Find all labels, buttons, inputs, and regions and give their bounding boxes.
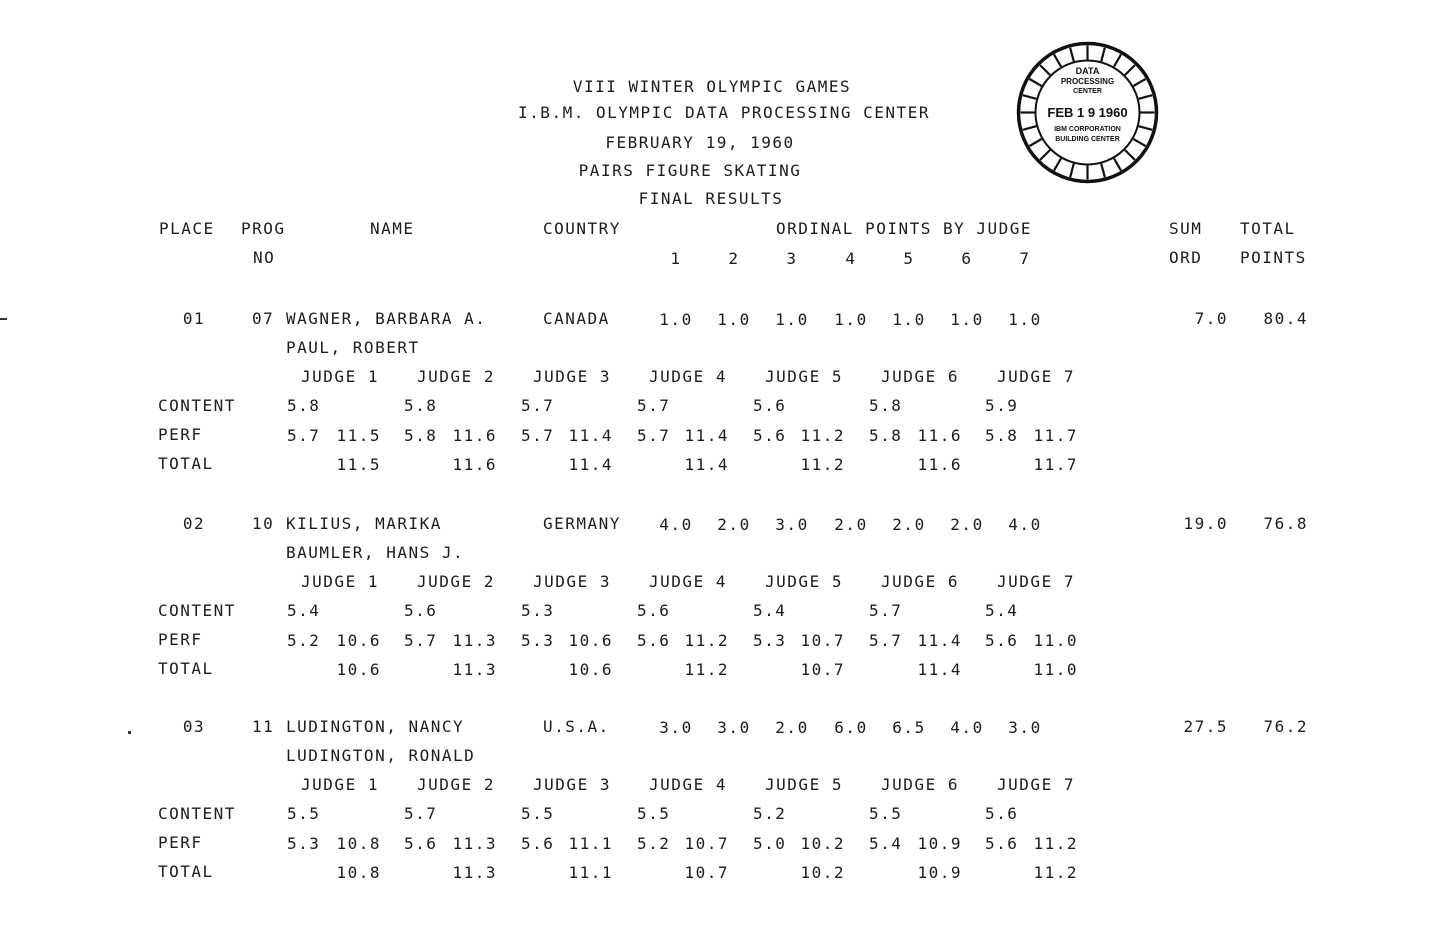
content-score: 5.6 <box>637 601 671 620</box>
entry-name-2: BAUMLER, HANS J. <box>286 543 465 562</box>
stamp-tick <box>1133 79 1145 86</box>
content-score: 5.5 <box>521 804 555 823</box>
judge-total: 11.3 <box>452 660 497 679</box>
stamp-tick <box>1101 48 1105 62</box>
ordinal-judge-7: 4.0 <box>1008 515 1042 534</box>
stamp-text-3: CENTER <box>1073 88 1102 95</box>
stamp-text-2: PROCESSING <box>1060 77 1115 86</box>
stamp-tick <box>1054 158 1061 170</box>
perf-score: 5.6 <box>404 834 438 853</box>
perf-running-total: 11.6 <box>452 426 497 445</box>
judge-header-2: JUDGE 2 <box>417 572 495 591</box>
perf-score: 5.4 <box>869 834 903 853</box>
entry-sum-ord: 27.5 <box>1183 717 1228 736</box>
entry-name-1: WAGNER, BARBARA A. <box>286 309 487 328</box>
content-score: 5.4 <box>985 601 1019 620</box>
judge-total: 10.8 <box>336 863 381 882</box>
perf-running-total: 11.4 <box>568 426 613 445</box>
ordinal-judge-4: 6.0 <box>834 718 868 737</box>
entry-total-points: 76.2 <box>1263 717 1308 736</box>
content-score: 5.8 <box>404 396 438 415</box>
ordinal-judge-3: 2.0 <box>775 718 809 737</box>
stamp-tick <box>1139 126 1153 130</box>
entry-country: CANADA <box>543 309 610 328</box>
ordinal-judge-6: 2.0 <box>950 515 984 534</box>
judge-header-1: JUDGE 1 <box>301 775 379 794</box>
ordinal-judge-2: 2.0 <box>717 515 751 534</box>
judge-header-3: JUDGE 3 <box>533 572 611 591</box>
ordinal-judge-2: 3.0 <box>717 718 751 737</box>
stamp-date: FEB 1 9 1960 <box>1047 105 1128 120</box>
judge-total: 11.4 <box>684 455 729 474</box>
judge-number-2: 2 <box>728 249 740 268</box>
judge-header-7: JUDGE 7 <box>997 572 1075 591</box>
perf-score: 5.6 <box>637 631 671 650</box>
stamp-tick <box>1054 54 1061 66</box>
judge-header-5: JUDGE 5 <box>765 572 843 591</box>
judge-total: 11.2 <box>1033 863 1078 882</box>
ordinal-judge-4: 1.0 <box>834 310 868 329</box>
perf-score: 5.6 <box>985 631 1019 650</box>
perf-running-total: 11.4 <box>684 426 729 445</box>
judge-total: 10.6 <box>336 660 381 679</box>
perf-running-total: 10.2 <box>800 834 845 853</box>
perf-running-total: 10.6 <box>336 631 381 650</box>
ordinal-judge-3: 3.0 <box>775 515 809 534</box>
stamp-tick <box>1040 65 1050 75</box>
judge-total: 10.9 <box>917 863 962 882</box>
perf-running-total: 11.5 <box>336 426 381 445</box>
content-score: 5.6 <box>753 396 787 415</box>
content-score: 5.4 <box>753 601 787 620</box>
perf-score: 5.8 <box>869 426 903 445</box>
judge-total: 10.7 <box>800 660 845 679</box>
judge-header-6: JUDGE 6 <box>881 572 959 591</box>
judge-number-3: 3 <box>786 249 798 268</box>
content-score: 5.2 <box>753 804 787 823</box>
stamp-tick <box>1029 79 1041 86</box>
perf-running-total: 11.2 <box>1033 834 1078 853</box>
judge-header-2: JUDGE 2 <box>417 775 495 794</box>
perf-score: 5.2 <box>637 834 671 853</box>
col-points: POINTS <box>1240 248 1307 267</box>
judge-number-6: 6 <box>961 249 973 268</box>
judge-number-7: 7 <box>1019 249 1031 268</box>
judge-total: 11.2 <box>800 455 845 474</box>
perf-score: 5.6 <box>753 426 787 445</box>
ordinal-judge-3: 1.0 <box>775 310 809 329</box>
judge-header-1: JUDGE 1 <box>301 367 379 386</box>
entry-sum-ord: 19.0 <box>1183 514 1228 533</box>
perf-running-total: 11.7 <box>1033 426 1078 445</box>
perf-running-total: 10.7 <box>800 631 845 650</box>
row-label-total: TOTAL <box>158 454 214 473</box>
perf-running-total: 10.8 <box>336 834 381 853</box>
entry-name-1: LUDINGTON, NANCY <box>286 717 465 736</box>
perf-score: 5.7 <box>637 426 671 445</box>
perf-score: 5.3 <box>287 834 321 853</box>
perf-running-total: 10.7 <box>684 834 729 853</box>
perf-running-total: 11.3 <box>452 834 497 853</box>
content-score: 5.5 <box>637 804 671 823</box>
stamp-text-6: BUILDING CENTER <box>1055 136 1120 143</box>
perf-score: 5.0 <box>753 834 787 853</box>
col-prog: PROG <box>241 219 286 238</box>
entry-prog-no: 10 <box>252 514 275 533</box>
perf-score: 5.7 <box>404 631 438 650</box>
judge-header-1: JUDGE 1 <box>301 572 379 591</box>
col-name: NAME <box>370 219 415 238</box>
judge-header-7: JUDGE 7 <box>997 775 1075 794</box>
perf-running-total: 11.3 <box>452 631 497 650</box>
perf-score: 5.3 <box>521 631 555 650</box>
ordinal-judge-1: 4.0 <box>659 515 693 534</box>
row-label-total: TOTAL <box>158 862 214 881</box>
entry-sum-ord: 7.0 <box>1194 309 1228 328</box>
stamp-tick <box>1070 164 1074 178</box>
ordinal-judge-5: 1.0 <box>892 310 926 329</box>
judge-total: 11.6 <box>917 455 962 474</box>
stamp-tick <box>1029 139 1041 146</box>
judge-header-3: JUDGE 3 <box>533 367 611 386</box>
judge-number-1: 1 <box>670 249 682 268</box>
judge-total: 10.7 <box>684 863 729 882</box>
row-label-perf: PERF <box>158 833 203 852</box>
perf-score: 5.3 <box>753 631 787 650</box>
header-date: FEBRUARY 19, 1960 <box>605 133 795 152</box>
scan-speck <box>0 318 7 320</box>
ordinal-judge-4: 2.0 <box>834 515 868 534</box>
perf-score: 5.7 <box>869 631 903 650</box>
entry-place: 01 <box>182 309 206 328</box>
content-score: 5.3 <box>521 601 555 620</box>
header-line-1: VIII WINTER OLYMPIC GAMES <box>572 77 852 96</box>
perf-score: 5.8 <box>985 426 1019 445</box>
col-country: COUNTRY <box>543 219 621 238</box>
content-score: 5.5 <box>869 804 903 823</box>
judge-header-3: JUDGE 3 <box>533 775 611 794</box>
judge-header-4: JUDGE 4 <box>649 367 727 386</box>
stamp-tick <box>1023 95 1037 99</box>
ordinal-judge-7: 3.0 <box>1008 718 1042 737</box>
judge-total: 10.6 <box>568 660 613 679</box>
row-label-content: CONTENT <box>158 396 236 415</box>
row-label-total: TOTAL <box>158 659 214 678</box>
ordinal-judge-1: 3.0 <box>659 718 693 737</box>
stamp-tick <box>1023 126 1037 130</box>
col-total: TOTAL <box>1240 219 1296 238</box>
entry-place: 03 <box>182 717 206 736</box>
col-ordinal-points: ORDINAL POINTS BY JUDGE <box>776 219 1033 238</box>
entry-country: U.S.A. <box>543 717 610 736</box>
perf-running-total: 10.9 <box>917 834 962 853</box>
ordinal-judge-6: 4.0 <box>950 718 984 737</box>
perf-score: 5.6 <box>985 834 1019 853</box>
col-ord: ORD <box>1169 248 1203 267</box>
perf-score: 5.6 <box>521 834 555 853</box>
entry-place: 02 <box>182 514 206 533</box>
judge-total: 11.4 <box>568 455 613 474</box>
content-score: 5.9 <box>985 396 1019 415</box>
perf-running-total: 10.6 <box>568 631 613 650</box>
content-score: 5.6 <box>404 601 438 620</box>
perf-running-total: 11.2 <box>800 426 845 445</box>
stamp-tick <box>1114 158 1121 170</box>
ordinal-judge-5: 2.0 <box>892 515 926 534</box>
content-score: 5.8 <box>869 396 903 415</box>
ordinal-judge-6: 1.0 <box>950 310 984 329</box>
stamp-tick <box>1125 150 1135 160</box>
stamp-tick <box>1101 164 1105 178</box>
judge-total: 11.0 <box>1033 660 1078 679</box>
stamp-tick <box>1133 139 1145 146</box>
ordinal-judge-7: 1.0 <box>1008 310 1042 329</box>
stamp-tick <box>1125 65 1135 75</box>
judge-header-2: JUDGE 2 <box>417 367 495 386</box>
ordinal-judge-2: 1.0 <box>717 310 751 329</box>
entry-prog-no: 11 <box>252 717 275 736</box>
header-final-results: FINAL RESULTS <box>638 189 784 208</box>
stamp-tick <box>1070 48 1074 62</box>
judge-number-5: 5 <box>903 249 915 268</box>
judge-total: 11.1 <box>568 863 613 882</box>
stamp-text-1: DATA <box>1075 66 1100 76</box>
content-score: 5.5 <box>287 804 321 823</box>
stamp-tick <box>1139 95 1153 99</box>
perf-score: 5.8 <box>404 426 438 445</box>
judge-header-6: JUDGE 6 <box>881 367 959 386</box>
judge-header-5: JUDGE 5 <box>765 775 843 794</box>
entry-name-2: LUDINGTON, RONALD <box>286 746 476 765</box>
judge-header-6: JUDGE 6 <box>881 775 959 794</box>
row-label-content: CONTENT <box>158 601 236 620</box>
row-label-content: CONTENT <box>158 804 236 823</box>
entry-name-1: KILIUS, MARIKA <box>286 514 442 533</box>
row-label-perf: PERF <box>158 425 203 444</box>
judge-total: 11.5 <box>336 455 381 474</box>
content-score: 5.7 <box>637 396 671 415</box>
col-sum: SUM <box>1169 219 1203 238</box>
ordinal-judge-5: 6.5 <box>892 718 926 737</box>
perf-running-total: 11.4 <box>917 631 962 650</box>
col-place: PLACE <box>159 219 215 238</box>
entry-prog-no: 07 <box>252 309 275 328</box>
perf-running-total: 11.2 <box>684 631 729 650</box>
content-score: 5.7 <box>869 601 903 620</box>
judge-header-5: JUDGE 5 <box>765 367 843 386</box>
judge-header-4: JUDGE 4 <box>649 775 727 794</box>
entry-total-points: 80.4 <box>1263 309 1308 328</box>
judge-total: 10.2 <box>800 863 845 882</box>
judge-number-4: 4 <box>845 249 857 268</box>
stamp-text-5: IBM CORPORATION <box>1054 126 1121 133</box>
ordinal-judge-1: 1.0 <box>659 310 693 329</box>
content-score: 5.4 <box>287 601 321 620</box>
row-label-perf: PERF <box>158 630 203 649</box>
judge-header-4: JUDGE 4 <box>649 572 727 591</box>
perf-running-total: 11.1 <box>568 834 613 853</box>
content-score: 5.7 <box>521 396 555 415</box>
stamp-tick <box>1040 150 1050 160</box>
judge-header-7: JUDGE 7 <box>997 367 1075 386</box>
content-score: 5.6 <box>985 804 1019 823</box>
perf-score: 5.7 <box>521 426 555 445</box>
judge-total: 11.4 <box>917 660 962 679</box>
stamp-tick <box>1114 54 1121 66</box>
judge-total: 11.7 <box>1033 455 1078 474</box>
perf-running-total: 11.6 <box>917 426 962 445</box>
col-no: NO <box>253 248 276 267</box>
date-stamp <box>1015 40 1160 185</box>
header-line-2: I.B.M. OLYMPIC DATA PROCESSING CENTER <box>518 103 930 122</box>
scan-speck <box>128 731 131 734</box>
perf-running-total: 11.0 <box>1033 631 1078 650</box>
entry-name-2: PAUL, ROBERT <box>286 338 420 357</box>
content-score: 5.7 <box>404 804 438 823</box>
perf-score: 5.2 <box>287 631 321 650</box>
entry-total-points: 76.8 <box>1263 514 1308 533</box>
judge-total: 11.2 <box>684 660 729 679</box>
perf-score: 5.7 <box>287 426 321 445</box>
content-score: 5.8 <box>287 396 321 415</box>
header-event: PAIRS FIGURE SKATING <box>578 161 802 180</box>
judge-total: 11.3 <box>452 863 497 882</box>
judge-total: 11.6 <box>452 455 497 474</box>
entry-country: GERMANY <box>543 514 621 533</box>
